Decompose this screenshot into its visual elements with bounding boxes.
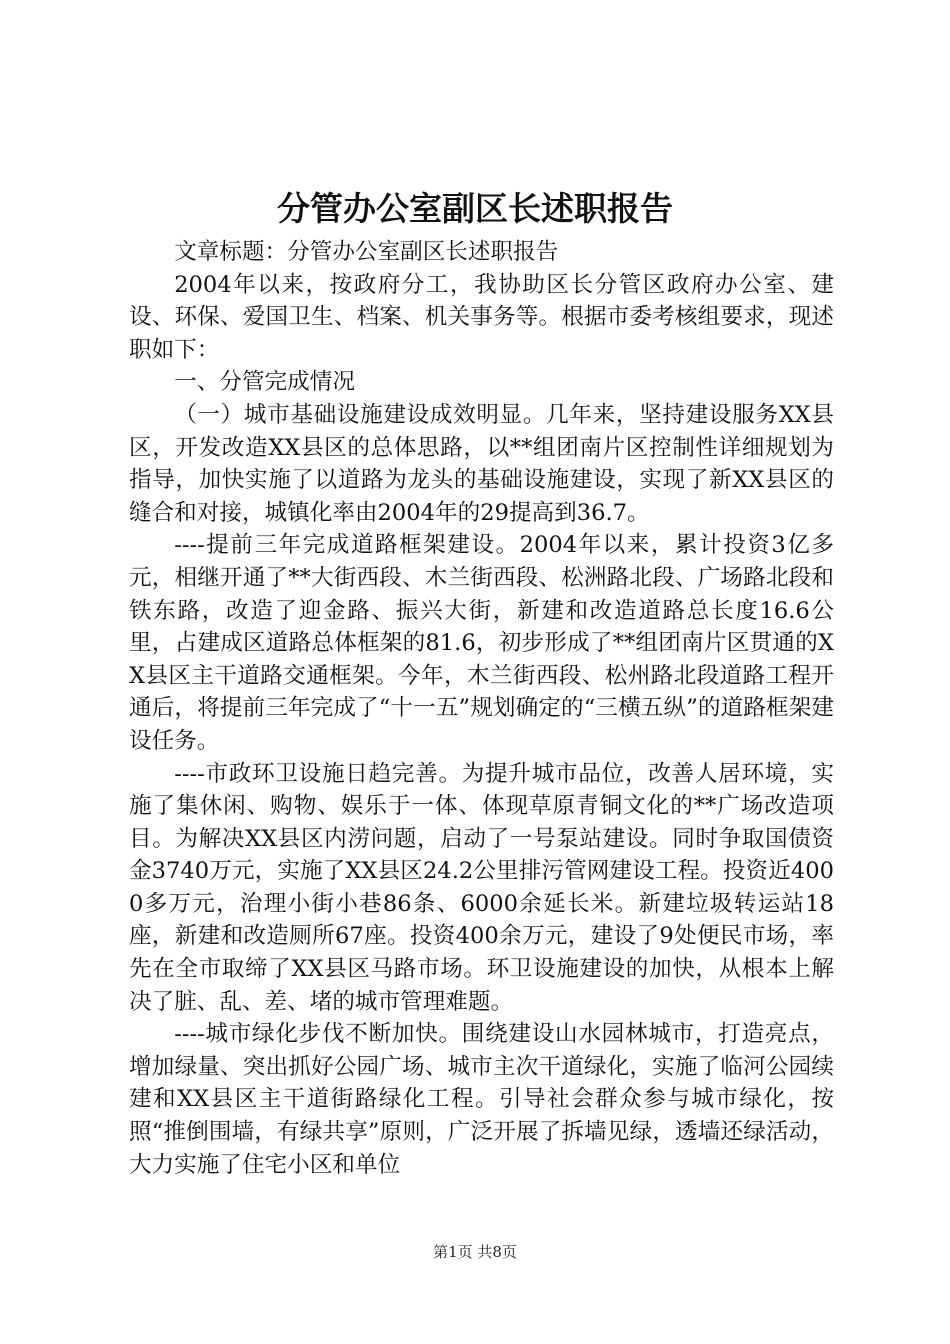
document-title: 分管办公室副区长述职报告 xyxy=(277,189,673,228)
road-framework-paragraph: ----提前三年完成道路框架建设。2004年以来，累计投资3亿多元，相继开通了**大街西段、木兰街西段、松洲路北段、广场路北段和铁东路，改造了迎金路、振兴大街，新建和改造道路总长度16.6公里，占建成区道路总体框架的81.6，初步形成了**组团南片区贯通的XX县区主干道路交通框架。今年，木兰街西段、松州路北段道路工程开通后，将提前三年完成了“十一五”规划确定的“三横五纵”的道路框架建设任务。 xyxy=(129,532,834,754)
section-heading: 一、分管完成情况 xyxy=(174,369,355,396)
page-number-footer: 第1页 共8页 xyxy=(433,1243,517,1261)
intro-paragraph: 2004年以来，按政府分工，我协助区长分管区政府办公室、建设、环保、爱国卫生、档案、机关事务等。根据市委考核组要求，现述职如下： xyxy=(129,271,834,363)
article-title-line: 文章标题：分管办公室副区长述职报告 xyxy=(174,239,559,265)
document-body xyxy=(129,236,834,1181)
greening-paragraph: ----城市绿化步伐不断加快。围绕建设山水园林城市，打造亮点，增加绿量、突出抓好公园广场、城市主次干道绿化，实施了临河公园续建和XX县区主干道街路绿化工程。引导社会群众参与城市绿化，按照“推倒围墙，有绿共享”原则，广泛开展了拆墙见绿，透墙还绿活动，大力实施了住宅小区和单位 xyxy=(129,1021,834,1178)
subsection-paragraph: （一）城市基础设施建设成效明显。几年来，坚持建设服务XX县区，开发改造XX县区的总体思路，以**组团南片区控制性详细规划为指导，加快实施了以道路为龙头的基础设施建设，实现了新XX县区的缝合和对接，城镇化率由2004年的29提高到36.7。 xyxy=(129,401,834,526)
sanitation-paragraph: ----市政环卫设施日趋完善。为提升城市品位，改善人居环境，实施了集休闲、购物、娱乐于一体、体现草原青铜文化的**广场改造项目。为解决XX县区内涝问题，启动了一号泵站建设。同时争取国债资金3740万元，实施了XX县区24.2公里排污管网建设工程。投资近4000多万元，治理小街小巷86条、6000余延长米。新建垃圾转运站18座，新建和改造厕所67座。投资400余万元，建设了9处便民市场，率先在全市取缔了XX县区马路市场。环卫设施建设的加快，从根本上解决了脏、乱、差、堵的城市管理难题。 xyxy=(129,760,834,1015)
